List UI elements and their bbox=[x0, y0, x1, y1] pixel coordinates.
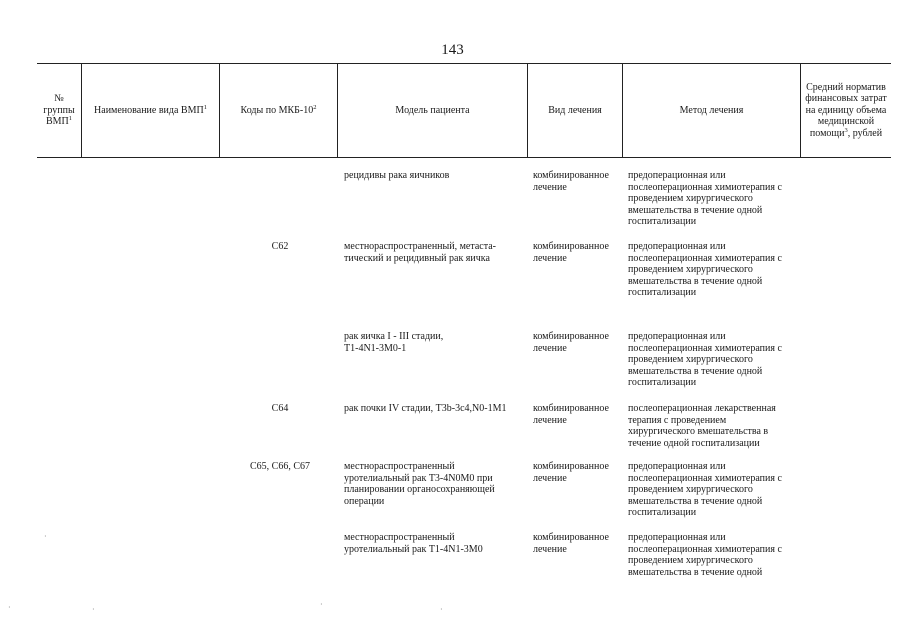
patient-model-cell bbox=[344, 461, 520, 507]
text-line: лечение bbox=[533, 472, 567, 484]
scan-speck: · bbox=[440, 605, 443, 614]
text-line: комбинированное bbox=[533, 241, 609, 252]
treatment-method-cell bbox=[628, 461, 800, 519]
page-number: 143 bbox=[441, 42, 464, 58]
treatment-method-cell bbox=[628, 403, 800, 449]
text-line: лечение bbox=[533, 252, 567, 264]
text-line: местнораспространенный bbox=[344, 461, 455, 472]
text-line: лечение bbox=[533, 181, 567, 193]
treatment-method-cell bbox=[628, 170, 800, 228]
text-line: предоперационная или bbox=[628, 461, 726, 472]
footnote-ref: 3 bbox=[844, 126, 848, 134]
text-line: рецидивы рака яичников bbox=[344, 170, 450, 181]
text-line: рак почки IV стадии, T3b-3c4,N0-1M1 bbox=[344, 403, 507, 414]
treatment-type-cell bbox=[533, 461, 621, 484]
icd-code-cell: C62 bbox=[271, 241, 289, 252]
text-line: вмешательства в течение одной bbox=[628, 275, 763, 287]
text-line: операции bbox=[344, 495, 385, 507]
header-icd-codes-text: Коды по МКБ-10 bbox=[240, 104, 314, 116]
header-cost-standard bbox=[801, 64, 891, 157]
text-line: уротелиальный рак T1-4N1-3M0 bbox=[344, 543, 483, 555]
header-treatment-type-text: Вид лечения bbox=[548, 104, 602, 116]
text-line: проведением хирургического bbox=[628, 555, 753, 566]
text-line: госпитализации bbox=[628, 507, 697, 518]
footnote-ref: 2 bbox=[313, 103, 317, 111]
header-cost-text: Средний норматив финансовых затрат на единицу объема медицинской помощи bbox=[805, 81, 887, 139]
text-line: послеоперационная химиотерапия с bbox=[628, 342, 782, 354]
text-line: предоперационная или bbox=[628, 532, 726, 543]
header-group-number-text: № группы ВМП bbox=[43, 93, 75, 128]
header-treatment-method-text: Метод лечения bbox=[679, 104, 744, 116]
text-line: предоперационная или bbox=[628, 331, 726, 342]
icd-code-cell: C64 bbox=[271, 403, 289, 414]
text-line: послеоперационная химиотерапия с bbox=[628, 252, 782, 264]
text-line: проведением хирургического bbox=[628, 193, 753, 204]
header-patient-model-text: Модель пациента bbox=[395, 104, 470, 116]
treatment-type-cell bbox=[533, 532, 621, 555]
header-patient-model bbox=[338, 64, 527, 157]
treatment-method-cell bbox=[628, 331, 800, 389]
text-line: рак яичка I - III стадии, bbox=[344, 331, 444, 342]
scan-speck: · bbox=[320, 600, 323, 609]
text-line: послеоперационная химиотерапия с bbox=[628, 472, 782, 484]
patient-model-cell bbox=[344, 170, 520, 182]
footnote-ref: 1 bbox=[68, 115, 73, 123]
text-line: хирургического вмешательства в bbox=[628, 426, 769, 437]
text-line: комбинированное bbox=[533, 170, 609, 181]
text-line: вмешательства в течение одной bbox=[628, 204, 763, 216]
text-line: комбинированное bbox=[533, 461, 609, 472]
treatment-method-cell bbox=[628, 532, 800, 578]
text-line: госпитализации bbox=[628, 216, 697, 227]
text-line: послеоперационная химиотерапия с bbox=[628, 543, 782, 555]
treatment-type-cell bbox=[533, 170, 621, 193]
text-line: тический и рецидивный рак яичка bbox=[344, 252, 490, 264]
table-header bbox=[37, 63, 891, 158]
patient-model-cell bbox=[344, 532, 520, 555]
text-line: течение одной госпитализации bbox=[628, 437, 760, 449]
scan-speck: · bbox=[92, 605, 95, 614]
text-line: проведением хирургического bbox=[628, 264, 753, 275]
text-line: вмешательства в течение одной bbox=[628, 566, 763, 578]
header-cost-unit: , рублей bbox=[847, 127, 883, 139]
header-vmp-name-text: Наименование вида ВМП bbox=[94, 104, 204, 116]
header-group-number bbox=[37, 64, 81, 157]
text-line: проведением хирургического bbox=[628, 484, 753, 495]
text-line: госпитализации bbox=[628, 377, 697, 388]
text-line: местнораспространенный, метаста- bbox=[344, 241, 496, 252]
scan-speck: · bbox=[44, 532, 47, 541]
text-line: терапия с проведением bbox=[628, 414, 727, 426]
icd-code-cell: C65, C66, C67 bbox=[249, 461, 310, 472]
text-line: лечение bbox=[533, 414, 567, 426]
patient-model-cell bbox=[344, 331, 520, 354]
scan-speck: · bbox=[8, 603, 11, 612]
text-line: проведением хирургического bbox=[628, 354, 753, 365]
text-line: местнораспространенный bbox=[344, 532, 455, 543]
patient-model-cell bbox=[344, 241, 520, 264]
text-line: T1-4N1-3M0-1 bbox=[344, 342, 407, 354]
text-line: лечение bbox=[533, 543, 567, 555]
text-line: уротелиальный рак T3-4N0M0 при bbox=[344, 472, 493, 484]
text-line: лечение bbox=[533, 342, 567, 354]
text-line: комбинированное bbox=[533, 403, 609, 414]
header-treatment-type bbox=[528, 64, 622, 157]
patient-model-cell bbox=[344, 403, 520, 415]
treatment-type-cell bbox=[533, 241, 621, 264]
text-line: планировании органосохраняющей bbox=[344, 484, 495, 495]
text-line: госпитализации bbox=[628, 287, 697, 298]
treatment-method-cell bbox=[628, 241, 800, 299]
treatment-type-cell bbox=[533, 403, 621, 426]
text-line: послеоперационная химиотерапия с bbox=[628, 181, 782, 193]
header-vmp-name bbox=[82, 64, 219, 157]
text-line: комбинированное bbox=[533, 331, 609, 342]
text-line: предоперационная или bbox=[628, 241, 726, 252]
text-line: комбинированное bbox=[533, 532, 609, 543]
header-treatment-method bbox=[623, 64, 800, 157]
text-line: предоперационная или bbox=[628, 170, 726, 181]
text-line: вмешательства в течение одной bbox=[628, 495, 763, 507]
footnote-ref: 1 bbox=[203, 103, 207, 111]
text-line: послеоперационная лекарственная bbox=[628, 403, 776, 414]
text-line: вмешательства в течение одной bbox=[628, 365, 763, 377]
treatment-type-cell bbox=[533, 331, 621, 354]
header-icd-codes bbox=[220, 64, 337, 157]
